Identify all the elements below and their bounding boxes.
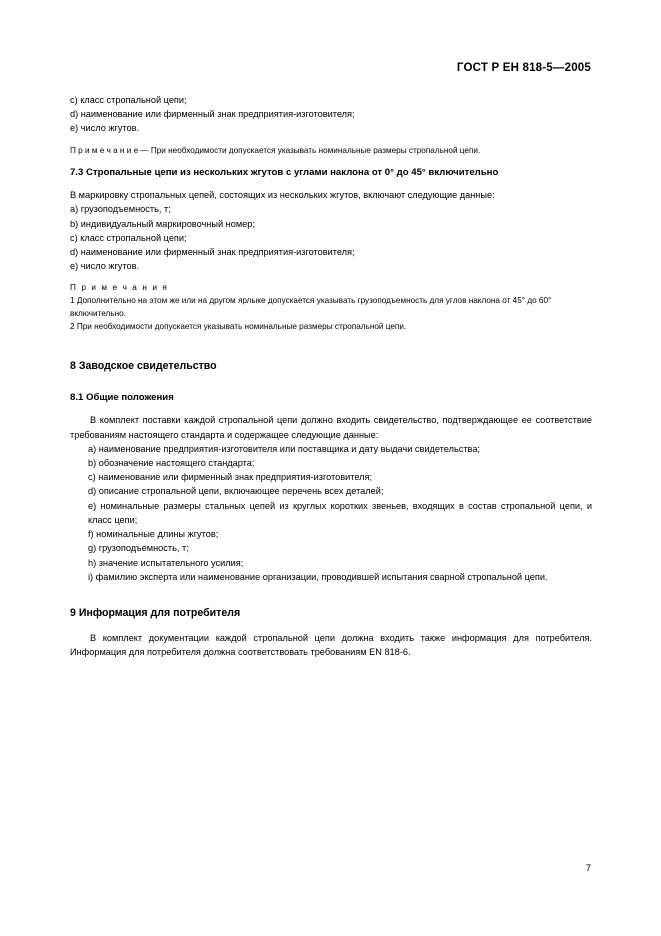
list-item: g) грузоподъемность, т;	[88, 543, 189, 554]
list-item: c) класс стропальной цепи;	[70, 232, 187, 243]
spacer	[70, 584, 592, 606]
list-item: c) класс стропальной цепи;	[70, 95, 187, 105]
section-8-title: 8 Заводское свидетельство	[70, 360, 217, 373]
page-number: 7	[585, 863, 591, 874]
list-item: d) наименование или фирменный знак предприятия-изготовителя;	[70, 247, 355, 258]
list-item: b) индивидуальный маркировочный номер;	[70, 218, 255, 229]
list-item: e) число жгутов.	[70, 123, 140, 134]
section-7-3-title: 7.3 Стропальные цепи из нескольких жгутов с углами наклона от 0° до 45° включительно	[70, 167, 499, 179]
spacer	[70, 405, 592, 413]
spacer	[70, 180, 592, 188]
section-8-1-paragraph: В комплект поставки каждой стропальной цепи должно входить свидетельство, подтверждающее ее соответствие требованиям настоящего стандарта и содержащее следующие данные:	[70, 415, 592, 440]
list-item: h) значение испытательного усилия;	[88, 557, 244, 568]
spacer	[70, 621, 592, 631]
list-item: e) число жгутов.	[70, 261, 140, 272]
note-text: 2 При необходимости допускается указывать номинальные размеры стропальной цепи.	[70, 321, 407, 331]
list-item: e) номинальные размеры стальных цепей из круглых коротких звеньев, входящих в состав стропальной цепи, и класс цепи;	[88, 500, 592, 525]
list-item: i) фамилию эксперта или наименование организации, проводившей испытания сварной стропальной цепи.	[88, 571, 548, 582]
list-item: b) обозначение настоящего стандарта;	[88, 458, 255, 468]
spacer	[70, 333, 592, 359]
spacer	[70, 136, 592, 144]
section-9-paragraph: В комплект документации каждой стропальной цепи должна входить также информация для потребителя. Информация для потребителя должна соответствовать требованиям EN 818-6.	[70, 633, 592, 658]
list-item: a) грузоподъемность, т;	[70, 204, 171, 215]
section-8-1-title: 8.1 Общие положения	[70, 392, 174, 404]
note-text: П р и м е ч а н и е — При необходимости допускается указывать номинальные размеры стропальной цепи.	[70, 145, 481, 155]
note-text: 1 Дополнительно на этом же или на другом ярлыке допускается указывать грузоподъемность для углов наклона от 45° до 60° включительно.	[70, 296, 552, 319]
notes-label: П р и м е ч а н и я	[70, 283, 169, 293]
page-header-title: ГОСТ Р ЕН 818-5—2005	[456, 62, 591, 74]
spacer	[70, 157, 592, 165]
section-9-title: 9 Информация для потребителя	[70, 607, 241, 620]
list-item: d) наименование или фирменный знак предприятия-изготовителя;	[70, 109, 355, 120]
list-item: d) описание стропальной цепи, включающее перечень всех деталей;	[88, 486, 384, 497]
spacer	[70, 273, 592, 281]
section-7-3-intro: В маркировку стропальных цепей, состоящих из нескольких жгутов, включают следующие данные:	[70, 190, 495, 201]
list-item: c) наименование или фирменный знак предприятия-изготовителя;	[88, 472, 373, 483]
spacer	[70, 374, 592, 390]
list-item: a) наименование предприятия-изготовителя или поставщика и дату выдачи свидетельства;	[88, 443, 480, 454]
document-body	[70, 93, 592, 660]
list-item: f) номинальные длины жгутов;	[88, 529, 219, 540]
